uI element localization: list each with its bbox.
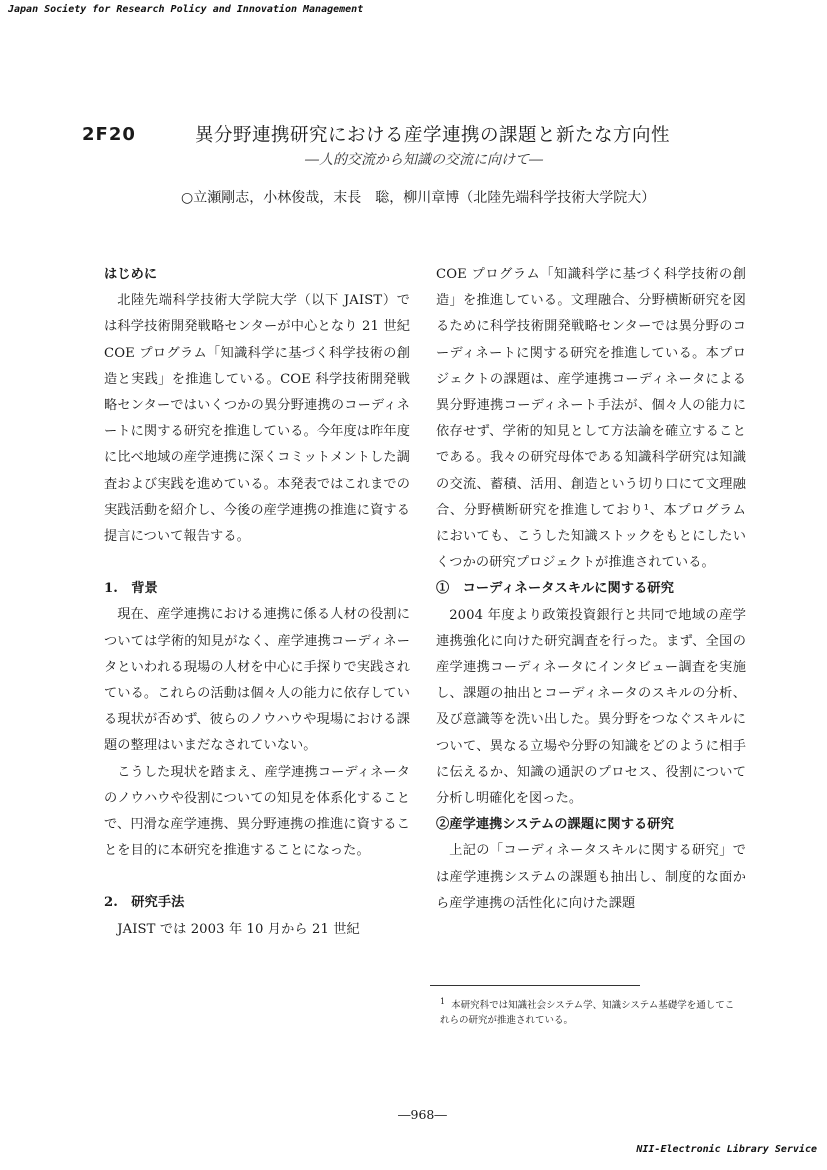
footnote <box>440 994 740 1028</box>
paragraph: JAIST では 2003 年 10 月から 21 世紀 <box>117 921 360 937</box>
paper-title: 異分野連携研究における産学連携の課題と新たな方向性 <box>195 125 671 146</box>
paragraph: 現在、産学連携における連携に係る人材の役割については学術的知見がなく、産学連携コーディネータといわれる現場の人材を中心に手探りで実践されている。これらの活動は個々人の能力に依存している現状が否めず、彼らのノウハウや現場における課題の整理はいまだなされていない。 <box>104 607 410 754</box>
paper-id: 2F20 <box>82 124 136 145</box>
paragraph: こうした現状を踏まえ、産学連携コーディネータのノウハウや役割についての知見を体系化することで、円滑な産学連携、異分野連携の推進に資することを目的に本研究を推進することになった。 <box>104 764 410 859</box>
section-heading-background: 1. 背景 <box>104 581 158 597</box>
footnote-text: 本研究科では知識社会システム学、知識システム基礎学を通してこれらの研究が推進されている。 <box>440 1000 735 1027</box>
left-column <box>104 262 410 943</box>
page-number: ―968― <box>398 1107 447 1122</box>
subsection-heading-system-issues: ②産学連携システムの課題に関する研究 <box>436 817 674 833</box>
society-header: Japan Society for Research Policy and Innovation Management <box>8 4 364 15</box>
paragraph: 上記の「コーディネータスキルに関する研究」では産学連携システムの課題も抽出し、制度的な面から産学連携の活性化に向けた課題 <box>436 843 746 911</box>
right-column <box>436 262 746 917</box>
subsection-heading-coordinator-skill: ① コーディネータスキルに関する研究 <box>436 581 674 597</box>
paragraph: 北陸先端科学技術大学院大学（以下 JAIST）では科学技術開発戦略センターが中心となり 21 世紀 COE プログラム「知識科学に基づく科学技術の創造と実践」を推進している。COE 科学技術開発戦略センターではいくつかの異分野連携のコーディネートに関する研究を推進している。今年度は昨年度に比べ地域の産学連携に深くコミットメントした調査および実践を進めている。本発表ではこれまでの実践活動を紹介し、今後の産学連携の推進に資する提言について報告する。 <box>104 293 410 545</box>
paper-subtitle: ―人的交流から知識の交流に向けて― <box>305 152 543 168</box>
paragraph: COE プログラム「知識科学に基づく科学技術の創造」を推進している。文理融合、分野横断研究を図るために科学技術開発戦略センターでは異分野のコーディネートに関する研究を推進している。本プロジェクトの課題は、産学連携コーディネータによる異分野連携コーディネート手法が、個々人の能力に依存せず、学術的知見として方法論を確立することである。我々の研究母体である知識科学研究は知識の交流、蓄積、活用、創造という切り口にて文理融合、分野横断研究を推進しており¹、本プログラムにおいても、こうした知識ストックをもとにしたいくつかの研究プロジェクトが推進されている。 <box>436 267 746 571</box>
author-list: ○立瀬剛志，小林俊哉，末長 聡，柳川章博（北陸先端科学技術大学院大） <box>181 190 656 206</box>
section-heading-method: 2. 研究手法 <box>104 895 185 911</box>
footnote-mark: 1 <box>440 997 446 1006</box>
footnote-divider <box>430 985 640 986</box>
section-heading-intro: はじめに <box>104 267 158 282</box>
library-footer: NII-Electronic Library Service <box>636 1144 817 1155</box>
paragraph: 2004 年度より政策投資銀行と共同で地域の産学連携強化に向けた研究調査を行った。まず、全国の産学連携コーディネータにインタビュー調査を実施し、課題の抽出とコーディネータのスキルの分析、及び意識等を洗い出した。異分野をつなぐスキルについて、異なる立場や分野の知識をどのように相手に伝えるか、知識の通訳のプロセス、役割について分析し明確化を図った。 <box>436 607 746 807</box>
